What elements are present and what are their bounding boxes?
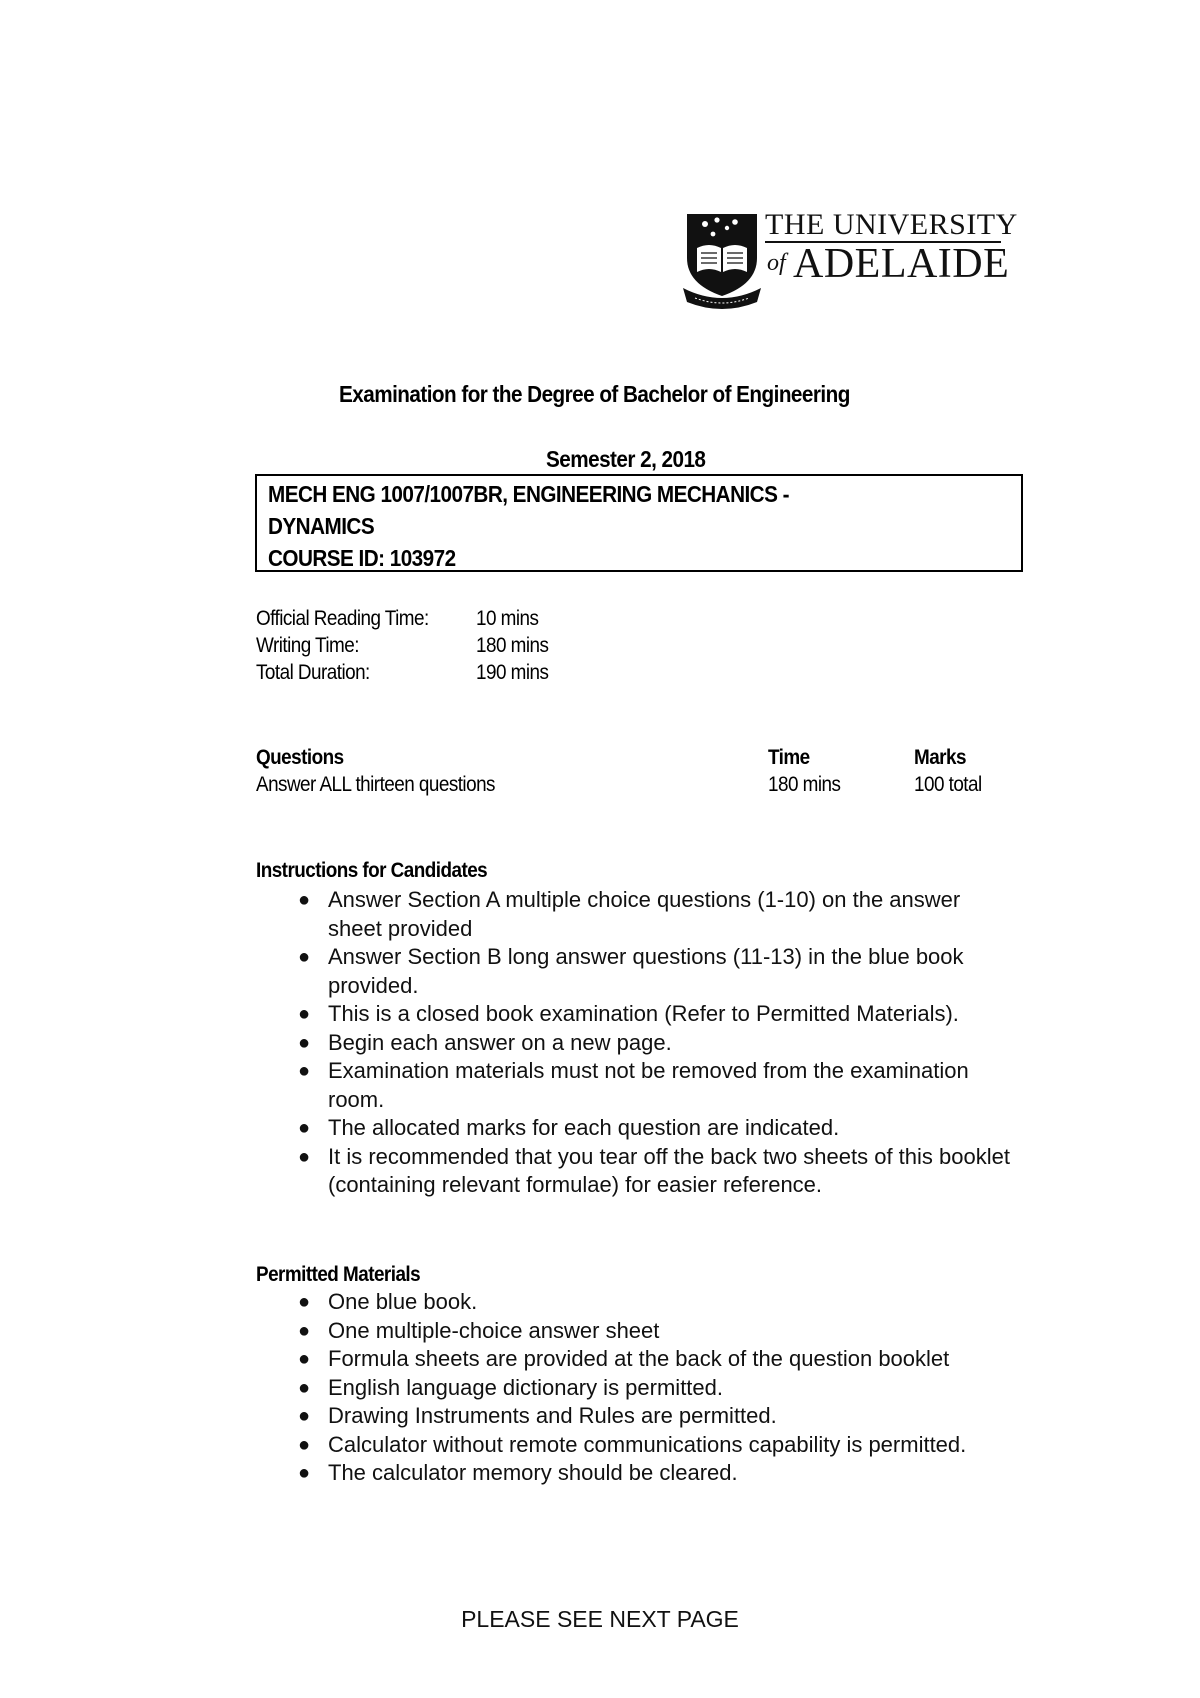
total-duration-label: Total Duration: [256, 661, 370, 684]
list-item: ● It is recommended that you tear off the back two sheets of this booklet (containing relevant formulae) for easier reference. [298, 1143, 1010, 1197]
logo-of: of [767, 250, 786, 276]
time-cell: 180 mins [768, 773, 841, 796]
bullet-icon: ● [298, 1117, 311, 1139]
bullet-icon: ● [298, 889, 311, 911]
instructions-title: Instructions for Candidates [256, 859, 488, 882]
questions-cell: Answer ALL thirteen questions [256, 773, 495, 796]
course-box [255, 474, 1023, 572]
list-item: ● English language dictionary is permitted. [256, 1374, 1036, 1403]
list-item: ● This is a closed book examination (Refer to Permitted Materials). [256, 1000, 1036, 1029]
permitted-list [256, 1288, 1036, 1488]
bullet-icon: ● [298, 1405, 311, 1427]
course-line-2: DYNAMICS [268, 513, 375, 539]
list-item: ● Examination materials must not be removed from the examination room. [298, 1058, 969, 1112]
bullet-icon: ● [298, 1348, 311, 1370]
list-item: ● Answer Section B long answer questions (11-13) in the blue book provided. [298, 944, 964, 998]
bullet-icon: ● [298, 946, 311, 968]
logo-line2: ADELAIDE [793, 241, 1010, 287]
writing-time-value: 180 mins [476, 634, 549, 657]
bullet-icon: ● [298, 1145, 311, 1168]
bullet-icon: ● [298, 1060, 311, 1082]
university-logo [683, 208, 1018, 312]
permitted-title: Permitted Materials [256, 1263, 421, 1286]
page-footer: PLEASE SEE NEXT PAGE [461, 1606, 739, 1632]
bullet-icon: ● [298, 1003, 311, 1025]
list-item: ● Calculator without remote communications capability is permitted. [256, 1431, 1036, 1460]
reading-time-value: 10 mins [476, 607, 539, 630]
semester: Semester 2, 2018 [546, 446, 706, 472]
course-line-1: MECH ENG 1007/1007BR, ENGINEERING MECHANICS - [268, 481, 789, 507]
reading-time-label: Official Reading Time: [256, 607, 429, 630]
list-item: ● Drawing Instruments and Rules are permitted. [256, 1402, 1036, 1431]
logo-line1: THE UNIVERSITY [765, 208, 1018, 241]
exam-title: Examination for the Degree of Bachelor of Engineering [339, 381, 850, 407]
list-item: ● The calculator memory should be cleared. [256, 1459, 1036, 1488]
questions-header: Questions [256, 746, 344, 769]
bullet-icon: ● [298, 1031, 311, 1054]
bullet-icon: ● [298, 1319, 311, 1342]
list-item: ● Formula sheets are provided at the back of the question booklet [256, 1345, 1036, 1374]
writing-time-label: Writing Time: [256, 634, 359, 657]
instructions-list [256, 886, 1036, 1200]
list-item: ● The allocated marks for each question are indicated. [256, 1114, 1036, 1143]
bullet-icon: ● [298, 1291, 311, 1313]
total-duration-value: 190 mins [476, 661, 549, 684]
bullet-icon: ● [298, 1376, 311, 1399]
bullet-icon: ● [298, 1462, 311, 1484]
list-item: ● One blue book. [256, 1288, 1036, 1317]
list-item: ● One multiple-choice answer sheet [256, 1317, 1036, 1346]
list-item: ● Begin each answer on a new page. [256, 1029, 1036, 1058]
course-id: COURSE ID: 103972 [268, 545, 456, 571]
list-item: ● Answer Section A multiple choice questions (1-10) on the answer sheet provided [298, 887, 961, 941]
marks-cell: 100 total [914, 773, 982, 796]
bullet-icon: ● [298, 1433, 311, 1456]
marks-header: Marks [914, 746, 966, 769]
time-header: Time [768, 746, 810, 769]
